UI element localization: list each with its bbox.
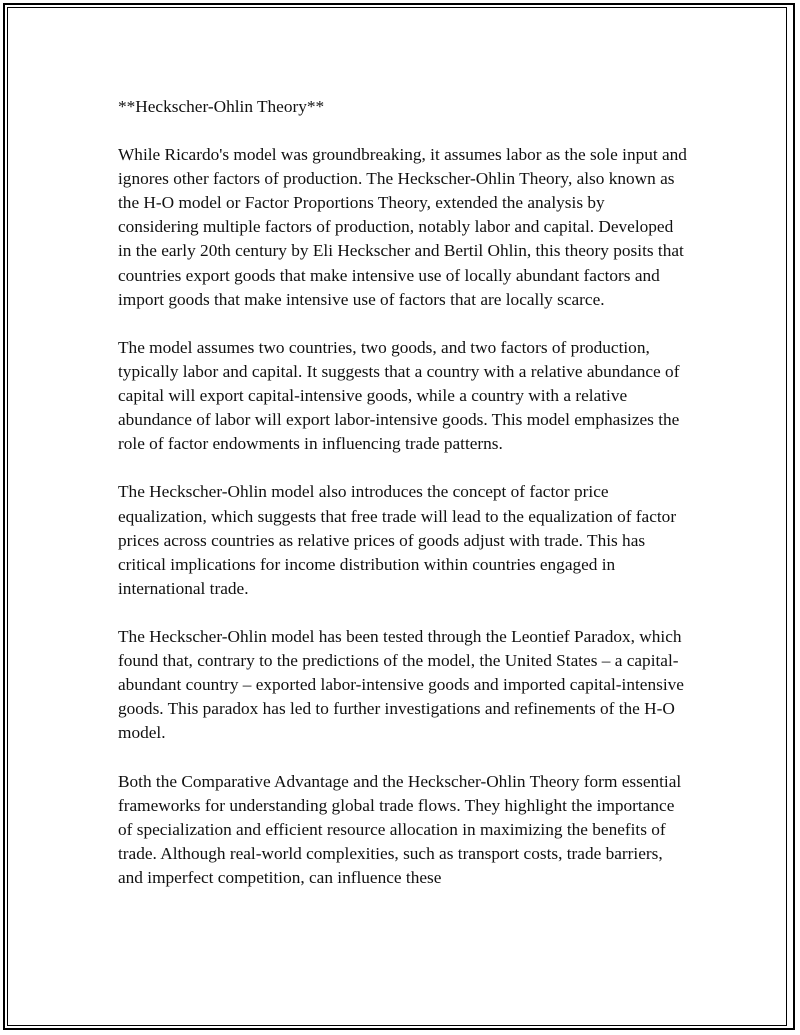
paragraph-2: The model assumes two countries, two goods, and two factors of production, typically labor and capital. It suggests that a country with a relative abundance of capital will export capital-intensive goods, while a country with a relative abundance of labor will export labor-intensive goods. This model emphasizes the role of factor endowments in influencing trade patterns. xyxy=(118,337,680,454)
paragraph-5: Both the Comparative Advantage and the Heckscher-Ohlin Theory form essential frameworks for understanding global trade flows. They highlight the importance of specialization and efficient resource allocation in maximizing the benefits of trade. Although real-world complexities, such as transport costs, trade barriers, and imperfect competition, can influence these xyxy=(118,771,682,887)
document-title: **Heckscher-Ohlin Theory** xyxy=(118,97,325,116)
paragraph-1: While Ricardo's model was groundbreaking, it assumes labor as the sole input and ignores other factors of production. The Heckscher-Ohlin Theory, also known as the H-O model or Factor Proportions Theory, extended the analysis by considering multiple factors of production, notably labor and capital. Developed in the early 20th century by Eli Heckscher and Bertil Ohlin, this theory posits that countries export goods that make intensive use of locally abundant factors and import goods that make intensive use of factors that are locally scarce. xyxy=(118,145,687,309)
document-body xyxy=(118,95,688,914)
paragraph-4: The Heckscher-Ohlin model has been tested through the Leontief Paradox, which found that, contrary to the predictions of the model, the United States – a capital-abundant country – exported labor-intensive goods and imported capital-intensive goods. This paradox has led to further investigations and refinements of the H-O model. xyxy=(118,626,684,743)
paragraph-3: The Heckscher-Ohlin model also introduces the concept of factor price equalization, which suggests that free trade will lead to the equalization of factor prices across countries as relative prices of goods adjust with trade. This has critical implications for income distribution within countries engaged in international trade. xyxy=(118,482,677,598)
